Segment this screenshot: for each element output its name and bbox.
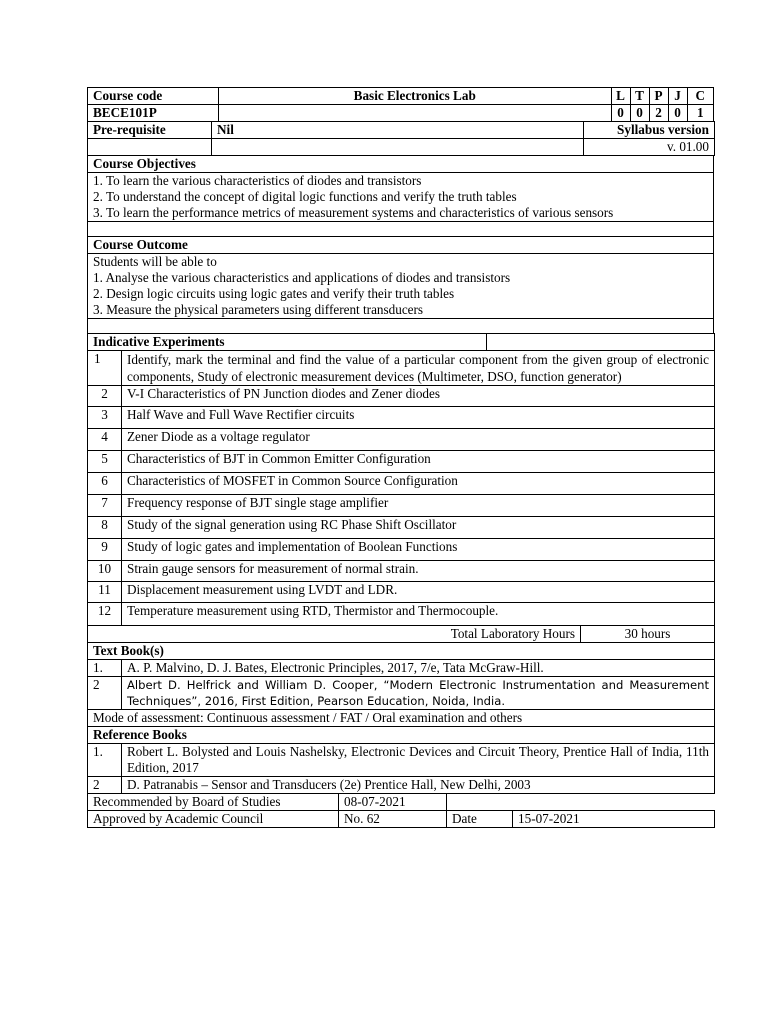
experiments-table [87,333,715,643]
outcome-list [88,254,714,319]
board-of-studies-date: 08-07-2021 [339,794,447,811]
outcome-item: 2. Design logic circuits using logic gates and verify their truth tables [93,286,455,301]
ltpjc-value-c: 1 [687,105,713,122]
experiment-number: 3 [88,407,122,429]
textbook-text: A. P. Malvino, D. J. Bates, Electronic Principles, 2017, 7/e, Tata McGraw-Hill. [122,660,715,677]
experiment-number: 6 [88,473,122,495]
textbook-number: 1. [88,660,122,677]
experiment-text: Zener Diode as a voltage regulator [122,429,715,451]
experiment-text: Characteristics of BJT in Common Emitter Configuration [122,451,715,473]
date-label: Date [447,811,513,828]
experiment-text: Half Wave and Full Wave Rectifier circuits [122,407,715,429]
references-title: Reference Books [88,727,715,744]
experiment-number: 4 [88,429,122,451]
ltpjc-label-t: T [630,88,649,105]
blank-cell [88,139,212,156]
prereq-label: Pre-requisite [88,122,212,139]
reference-text: Robert L. Bolysted and Louis Nashelsky, Electronic Devices and Circuit Theory, Prentice Hall of India, 11th Edition, 2017 [122,744,715,777]
reference-text: D. Patranabis – Sensor and Transducers (2e) Prentice Hall, New Delhi, 2003 [122,777,715,794]
outcome-item: 3. Measure the physical parameters using different transducers [93,302,424,317]
experiment-number: 2 [88,386,122,407]
syllabus-version-label: Syllabus version [584,122,715,139]
course-code-label: Course code [88,88,219,105]
experiment-number: 8 [88,517,122,539]
ltpjc-label-p: P [649,88,668,105]
experiment-text: Strain gauge sensors for measurement of normal strain. [122,561,715,582]
ltpjc-label-c: C [687,88,713,105]
total-hours-label: Total Laboratory Hours [88,626,581,643]
reference-number: 1. [88,744,122,777]
experiment-text: Frequency response of BJT single stage amplifier [122,495,715,517]
experiment-number: 1 [88,351,122,386]
objective-item: 3. To learn the performance metrics of measurement systems and characteristics of various sensors [93,205,614,220]
academic-council-number: No. 62 [339,811,447,828]
blank-cell [218,105,611,122]
outcome-item: 1. Analyse the various characteristics and applications of diodes and transistors [93,270,511,285]
ltpjc-label-l: L [611,88,630,105]
outcome-title: Course Outcome [88,237,714,254]
objectives-outcome-table [87,155,714,334]
course-title: Basic Electronics Lab [218,88,611,105]
syllabus-version: v. 01.00 [584,139,715,156]
blank-row [88,222,714,237]
objective-item: 2. To understand the concept of digital logic functions and verify the truth tables [93,189,517,204]
experiment-text: Identify, mark the terminal and find the value of a particular component from the given group of electronic components, Study of electronic measurement devices (Multimeter, DSO, function generator) [122,351,715,386]
ltpjc-label-j: J [668,88,687,105]
textbooks-title: Text Book(s) [88,643,715,660]
experiment-number: 12 [88,603,122,626]
academic-council-label: Approved by Academic Council [88,811,339,828]
experiment-number: 9 [88,539,122,561]
blank-cell [212,139,584,156]
experiment-text: Temperature measurement using RTD, Thermistor and Thermocouple. [122,603,715,626]
experiment-number: 7 [88,495,122,517]
experiment-number: 5 [88,451,122,473]
prereq-table [87,121,715,156]
assessment-mode: Mode of assessment: Continuous assessment / FAT / Oral examination and others [88,710,715,727]
course-header-table [87,87,714,122]
experiment-number: 10 [88,561,122,582]
books-table [87,642,715,794]
textbook-number: 2 [88,677,122,710]
experiment-text: Study of logic gates and implementation of Boolean Functions [122,539,715,561]
textbook-text: Albert D. Helfrick and William D. Cooper, “Modern Electronic Instrumentation and Measurement Techniques”, 2016, First Edition, Pearson Education, Noida, India. [122,677,715,710]
ltpjc-value-t: 0 [630,105,649,122]
experiment-text: Characteristics of MOSFET in Common Source Configuration [122,473,715,495]
outcome-intro: Students will be able to [93,254,217,269]
experiment-text: Displacement measurement using LVDT and LDR. [122,582,715,603]
syllabus-sheet [87,87,714,828]
experiment-text: Study of the signal generation using RC Phase Shift Oscillator [122,517,715,539]
experiment-number: 11 [88,582,122,603]
objective-item: 1. To learn the various characteristics of diodes and transistors [93,173,422,188]
blank-cell [487,334,715,351]
ltpjc-value-p: 2 [649,105,668,122]
experiments-title: Indicative Experiments [88,334,487,351]
prereq-value: Nil [212,122,584,139]
experiment-text: V-I Characteristics of PN Junction diodes and Zener diodes [122,386,715,407]
blank-cell [447,794,715,811]
academic-council-date: 15-07-2021 [513,811,715,828]
total-hours-value: 30 hours [581,626,715,643]
objectives-title: Course Objectives [88,156,714,173]
ltpjc-value-j: 0 [668,105,687,122]
course-code: BECE101P [88,105,219,122]
objectives-list [88,173,714,222]
ltpjc-value-l: 0 [611,105,630,122]
reference-number: 2 [88,777,122,794]
blank-row [88,319,714,334]
board-of-studies-label: Recommended by Board of Studies [88,794,339,811]
approval-table [87,793,715,828]
